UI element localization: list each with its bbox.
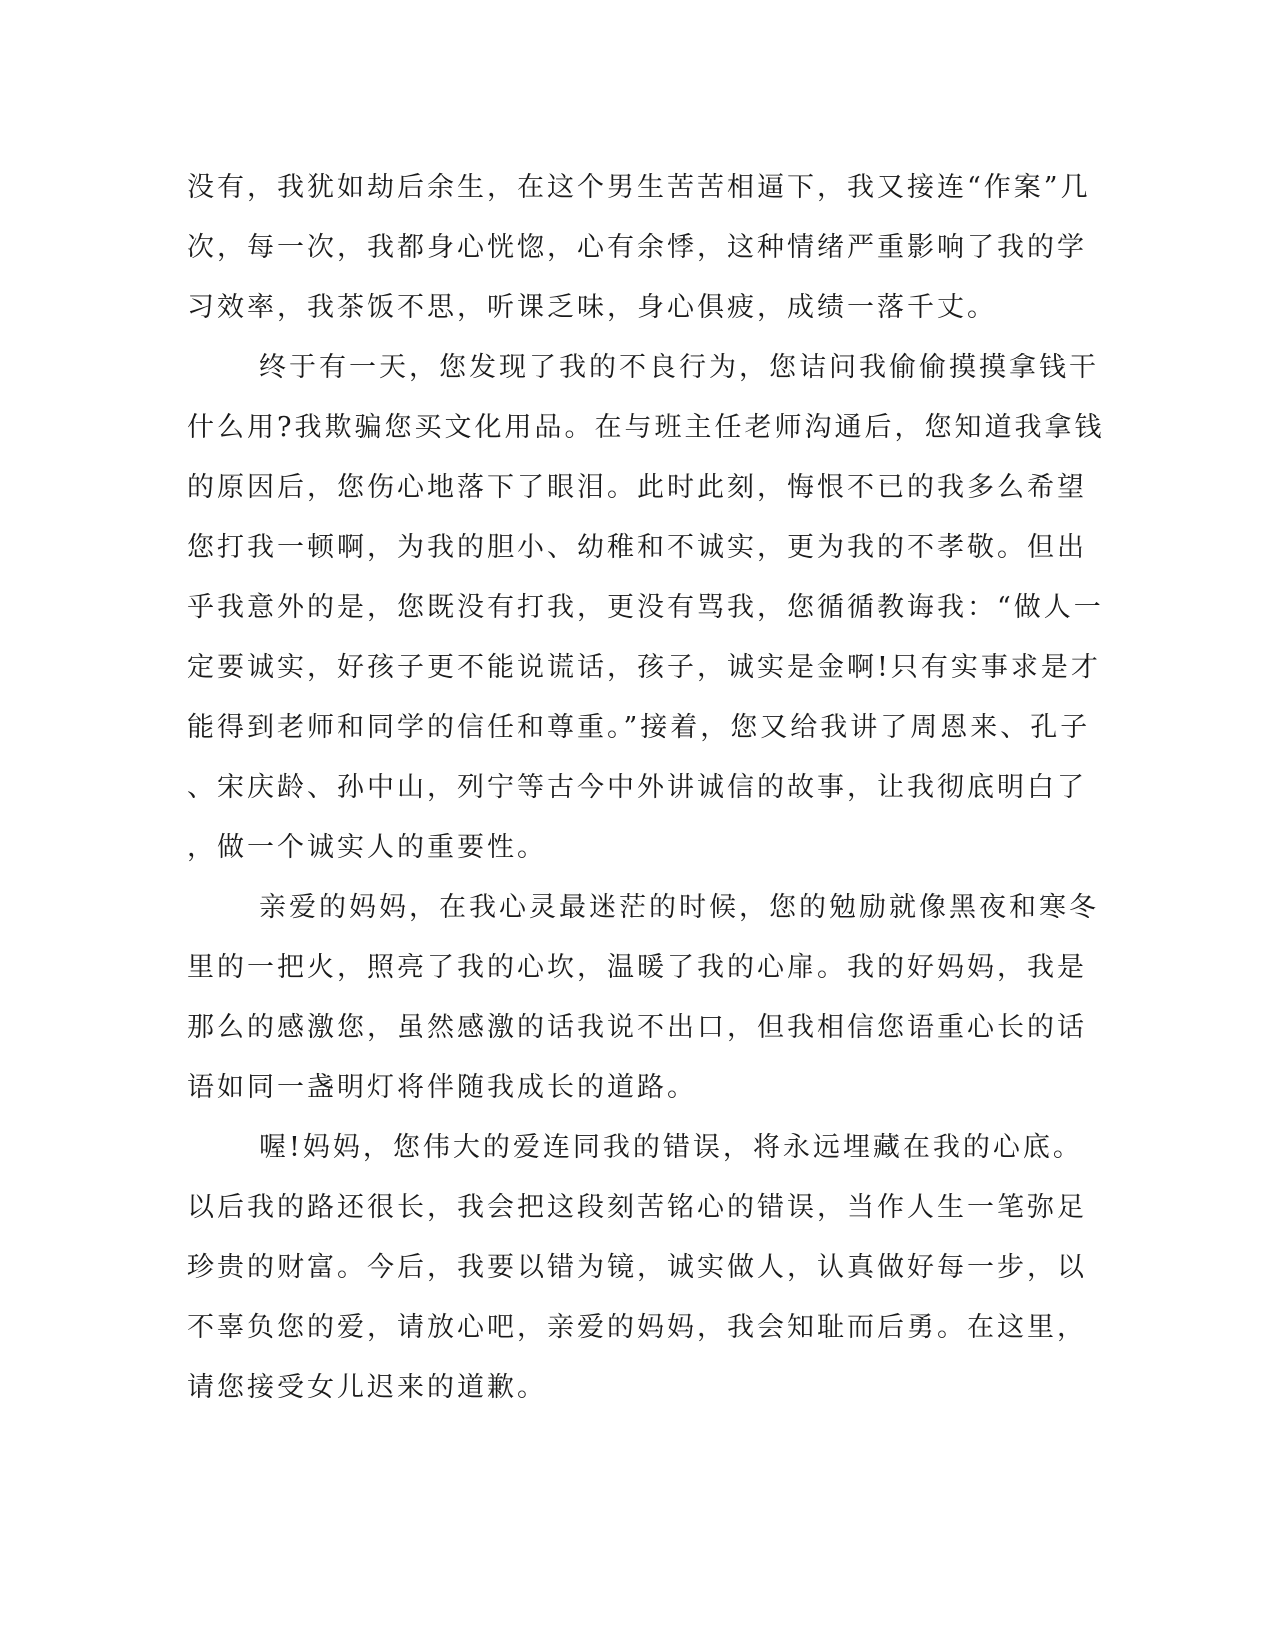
paragraph-first-line: 亲爱的妈妈，在我心灵最迷茫的时候，您的勉励就像黑夜和寒冬 [259, 892, 1099, 923]
text-line: 里的一把火，照亮了我的心坎，温暖了我的心扉。我的好妈妈，我是 [187, 952, 1087, 983]
text-line: 不辜负您的爱，请放心吧，亲爱的妈妈，我会知耻而后勇。在这里， [187, 1312, 1087, 1343]
text-line: ，做一个诚实人的重要性。 [187, 832, 547, 863]
text-line: 能得到老师和同学的信任和尊重。”接着，您又给我讲了周恩来、孔子 [187, 712, 1091, 743]
text-line: 请您接受女儿迟来的道歉。 [187, 1372, 547, 1403]
paragraph-first-line: 喔!妈妈，您伟大的爱连同我的错误，将永远埋藏在我的心底。 [259, 1132, 1083, 1163]
text-line: 那么的感激您，虽然感激的话我说不出口，但我相信您语重心长的话 [187, 1012, 1087, 1043]
text-line: 乎我意外的是，您既没有打我，更没有骂我，您循循教诲我：“做人一 [187, 592, 1104, 623]
text-line: 次，每一次，我都身心恍惚，心有余悸，这种情绪严重影响了我的学 [187, 232, 1087, 263]
text-line: 没有，我犹如劫后余生，在这个男生苦苦相逼下，我又接连“作案”几 [187, 172, 1091, 203]
text-line: 什么用?我欺骗您买文化用品。在与班主任老师沟通后，您知道我拿钱 [187, 412, 1105, 443]
text-line: 、宋庆龄、孙中山，列宁等古今中外讲诚信的故事，让我彻底明白了 [187, 772, 1087, 803]
text-line: 以后我的路还很长，我会把这段刻苦铭心的错误，当作人生一笔弥足 [187, 1192, 1087, 1223]
text-line: 的原因后，您伤心地落下了眼泪。此时此刻，悔恨不已的我多么希望 [187, 472, 1087, 503]
text-line: 您打我一顿啊，为我的胆小、幼稚和不诚实，更为我的不孝敬。但出 [187, 532, 1087, 563]
paragraph-first-line: 终于有一天，您发现了我的不良行为，您诘问我偷偷摸摸拿钱干 [259, 352, 1099, 383]
body-text [187, 158, 1105, 1418]
text-line: 语如同一盏明灯将伴随我成长的道路。 [187, 1072, 697, 1103]
text-line: 习效率，我茶饭不思，听课乏味，身心俱疲，成绩一落千丈。 [187, 292, 997, 323]
text-line: 珍贵的财富。今后，我要以错为镜，诚实做人，认真做好每一步，以 [187, 1252, 1087, 1283]
text-line: 定要诚实，好孩子更不能说谎话，孩子，诚实是金啊!只有实事求是才 [187, 652, 1101, 683]
